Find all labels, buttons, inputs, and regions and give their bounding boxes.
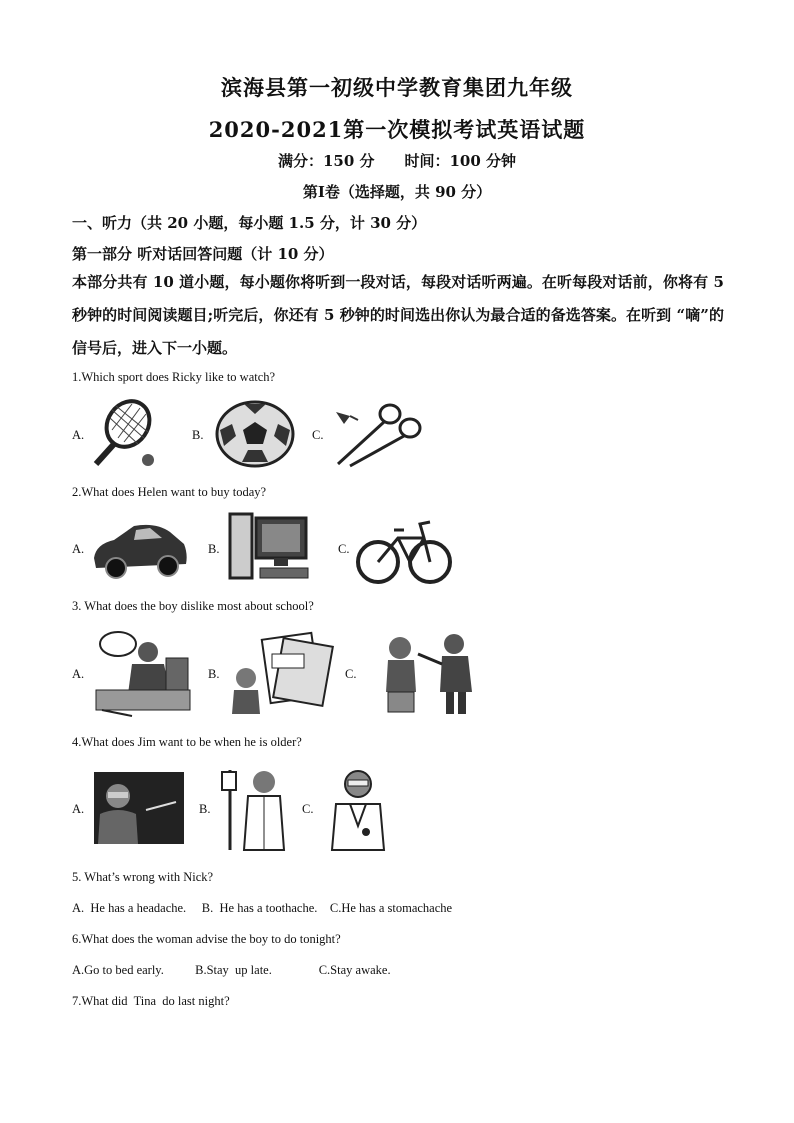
option-a-label: A. (72, 542, 85, 556)
option-c-label: C. (345, 667, 357, 681)
volume-heading: 第Ⅰ卷（选择题，共 90 分） (302, 183, 492, 201)
question-1: 1.Which sport does Ricky like to watch? (72, 370, 276, 384)
computer-icon (226, 510, 314, 584)
question-4: 4.What does Jim want to be when he is older? (72, 735, 302, 749)
question-5-choices: A. He has a headache. B. He has a toothache. C.He has a stomachache (72, 901, 453, 915)
teacher-blackboard-icon (92, 770, 186, 846)
teacher-scolding-icon (378, 630, 480, 716)
option-c-label: C. (312, 428, 324, 442)
question-3: 3. What does the boy dislike most about school? (72, 599, 314, 613)
question-2: 2.What does Helen want to buy today? (72, 485, 267, 499)
option-c-label: C. (338, 542, 350, 556)
section-heading: 一、听力（共 20 小题，每小题 1.5 分，计 30 分） (72, 214, 427, 232)
badminton-rackets-icon (330, 402, 422, 468)
tennis-racket-icon (88, 398, 160, 470)
option-b-label: B. (192, 428, 204, 442)
exam-title: 滨海县第一初级中学教育集团九年级 (221, 75, 573, 100)
option-c-label: C. (302, 802, 314, 816)
score-time-line: 满分：150 分 时间：100 分钟 (277, 152, 517, 170)
doctor-icon (328, 766, 388, 852)
option-a-label: A. (72, 802, 85, 816)
option-a-label: A. (72, 428, 85, 442)
car-icon (90, 514, 190, 584)
soccer-ball-icon (214, 400, 296, 468)
exam-subtitle: 2020-2021第一次模拟考试英语试题 (208, 117, 586, 142)
question-5: 5. What’s wrong with Nick? (72, 870, 214, 884)
homework-boy-icon (92, 628, 192, 718)
option-b-label: B. (199, 802, 211, 816)
question-6: 6.What does the woman advise the boy to do tonight? (72, 932, 341, 946)
instructions: 本部分共有 10 道小题，每小题你将听到一段对话，每段对话听两遍。在听每段对话前，你将有 5 秒钟的时间阅读题目;听完后，你还有 5 秒钟的时间选出你认为最合适的备选答案。在听到 “嘀”的信号后，进入下一小题。 (72, 273, 724, 357)
option-b-label: B. (208, 542, 220, 556)
option-a-label: A. (72, 667, 85, 681)
nurse-drip-icon (218, 766, 288, 852)
question-7: 7.What did Tina do last night? (72, 994, 230, 1008)
bicycle-icon (354, 508, 454, 588)
option-b-label: B. (208, 667, 220, 681)
part-heading: 第一部分 听对话回答问题（计 10 分） (72, 245, 334, 263)
question-6-choices: A.Go to bed early. B.Stay up late. C.Stay awake. (72, 963, 391, 977)
exam-paper-icon (226, 628, 336, 718)
